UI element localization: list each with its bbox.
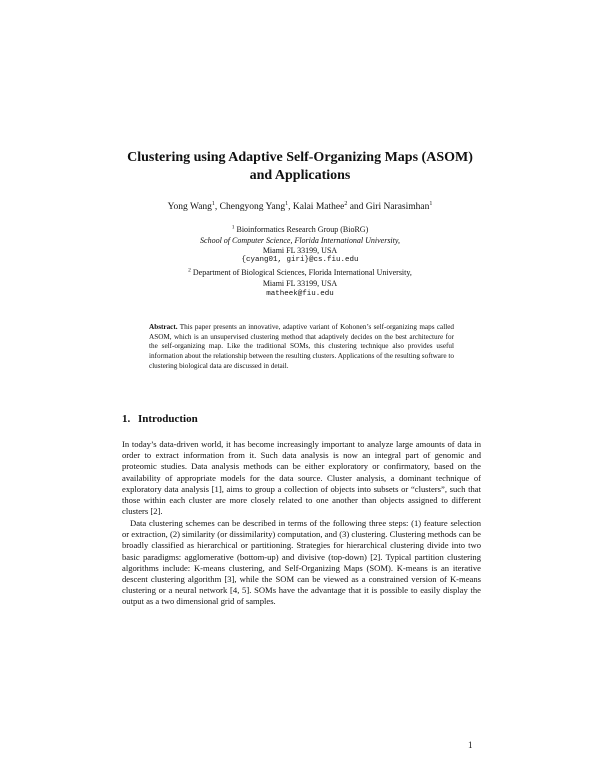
affiliation-1-school: School of Computer Science, Florida International University, bbox=[200, 236, 400, 245]
author-name: Yong Wang bbox=[167, 202, 212, 212]
author-affiliation-marker: 1 bbox=[429, 200, 433, 207]
author-separator: and bbox=[347, 202, 366, 212]
affiliation-2-dept: Department of Biological Sciences, Florida International University, bbox=[192, 268, 412, 277]
author-affiliation-marker: 1 bbox=[285, 200, 289, 207]
affiliation-2-marker: 2 bbox=[188, 267, 191, 274]
affiliation-1-group-name: Bioinformatics Research Group (BioRG) bbox=[236, 225, 369, 234]
affiliation-2-dept-line bbox=[60, 268, 540, 278]
abstract-text: This paper presents an innovative, adaptive variant of Kohonen’s self-organizing maps called ASOM, which is an unsupervised clustering method that adaptively decides on the best architecture for the self-organizing map. Like the traditional SOMs, this clustering technique also provides useful information about the relationship between the resulting clusters. Applications of the resulting software to clustering biological data are discussed in detail. bbox=[149, 323, 454, 370]
affiliation-1-marker: 1 bbox=[231, 224, 235, 231]
author-name: Giri Narasimhan bbox=[365, 202, 430, 212]
section-title: Introduction bbox=[138, 413, 198, 425]
author-separator: , bbox=[288, 202, 293, 212]
section-number: 1. bbox=[122, 413, 131, 425]
affiliation-1-address: Miami FL 33199, USA bbox=[262, 246, 338, 255]
page-number: 1 bbox=[468, 740, 473, 750]
author-affiliation-marker: 2 bbox=[344, 200, 348, 207]
intro-paragraph-2: Data clustering schemes can be described in terms of the following three steps: (1) feature selection or extraction, (2) similarity (or dissimilarity) computation, and (3) clustering. Clustering methods can be broadly classified as hierarchical or partitioning. Strategies for hierarchical clustering divide into two basic paradigms: agglomerative (bottom-up) and divisive (top-down) [2]. Typical partition clustering algorithms include: K-means clustering, and Self-Organizing Maps (SOM). K-means is an iterative descent clustering algorithm [3], while the SOM can be viewed as a constrained version of K-means clustering or a neural network [4, 5]. SOMs have the advantage that it is possible to easily display the output as a two dimensional grid of samples. bbox=[122, 518, 481, 607]
paper-title-line-1: Clustering using Adaptive Self-Organizing Maps (ASOM) bbox=[127, 150, 473, 165]
affiliation-1-group bbox=[60, 225, 540, 235]
affiliation-2-email: matheek@fiu.edu bbox=[266, 290, 334, 298]
author-name: Chengyong Yang bbox=[219, 202, 286, 212]
author-list bbox=[60, 201, 540, 213]
author-affiliation-marker: 1 bbox=[211, 200, 215, 207]
affiliation-2-address: Miami FL 33199, USA bbox=[262, 279, 338, 288]
affiliation-1-email: {cyang01, giri}@cs.fiu.edu bbox=[241, 256, 359, 264]
abstract-label: Abstract. bbox=[149, 323, 178, 331]
author-name: Kalai Mathee bbox=[292, 202, 345, 212]
abstract bbox=[149, 323, 454, 372]
author-separator: , bbox=[214, 202, 220, 212]
section-heading bbox=[122, 412, 198, 426]
paper-title-line-2: and Applications bbox=[249, 168, 351, 183]
intro-paragraph-1: In today’s data-driven world, it has become increasingly important to analyze large amounts of data in order to extract information from it. Such data analysis is now an integral part of genomic and proteomic studies. Data analysis methods can be either exploratory or confirmatory, based on the availability of appropriate models for the data source. Cluster analysis, a dominant technique of exploratory data analysis [1], aims to group a collection of objects into subsets or “clusters”, such that those within each cluster are more closely related to one another than objects assigned to different clusters [2]. bbox=[122, 439, 481, 517]
